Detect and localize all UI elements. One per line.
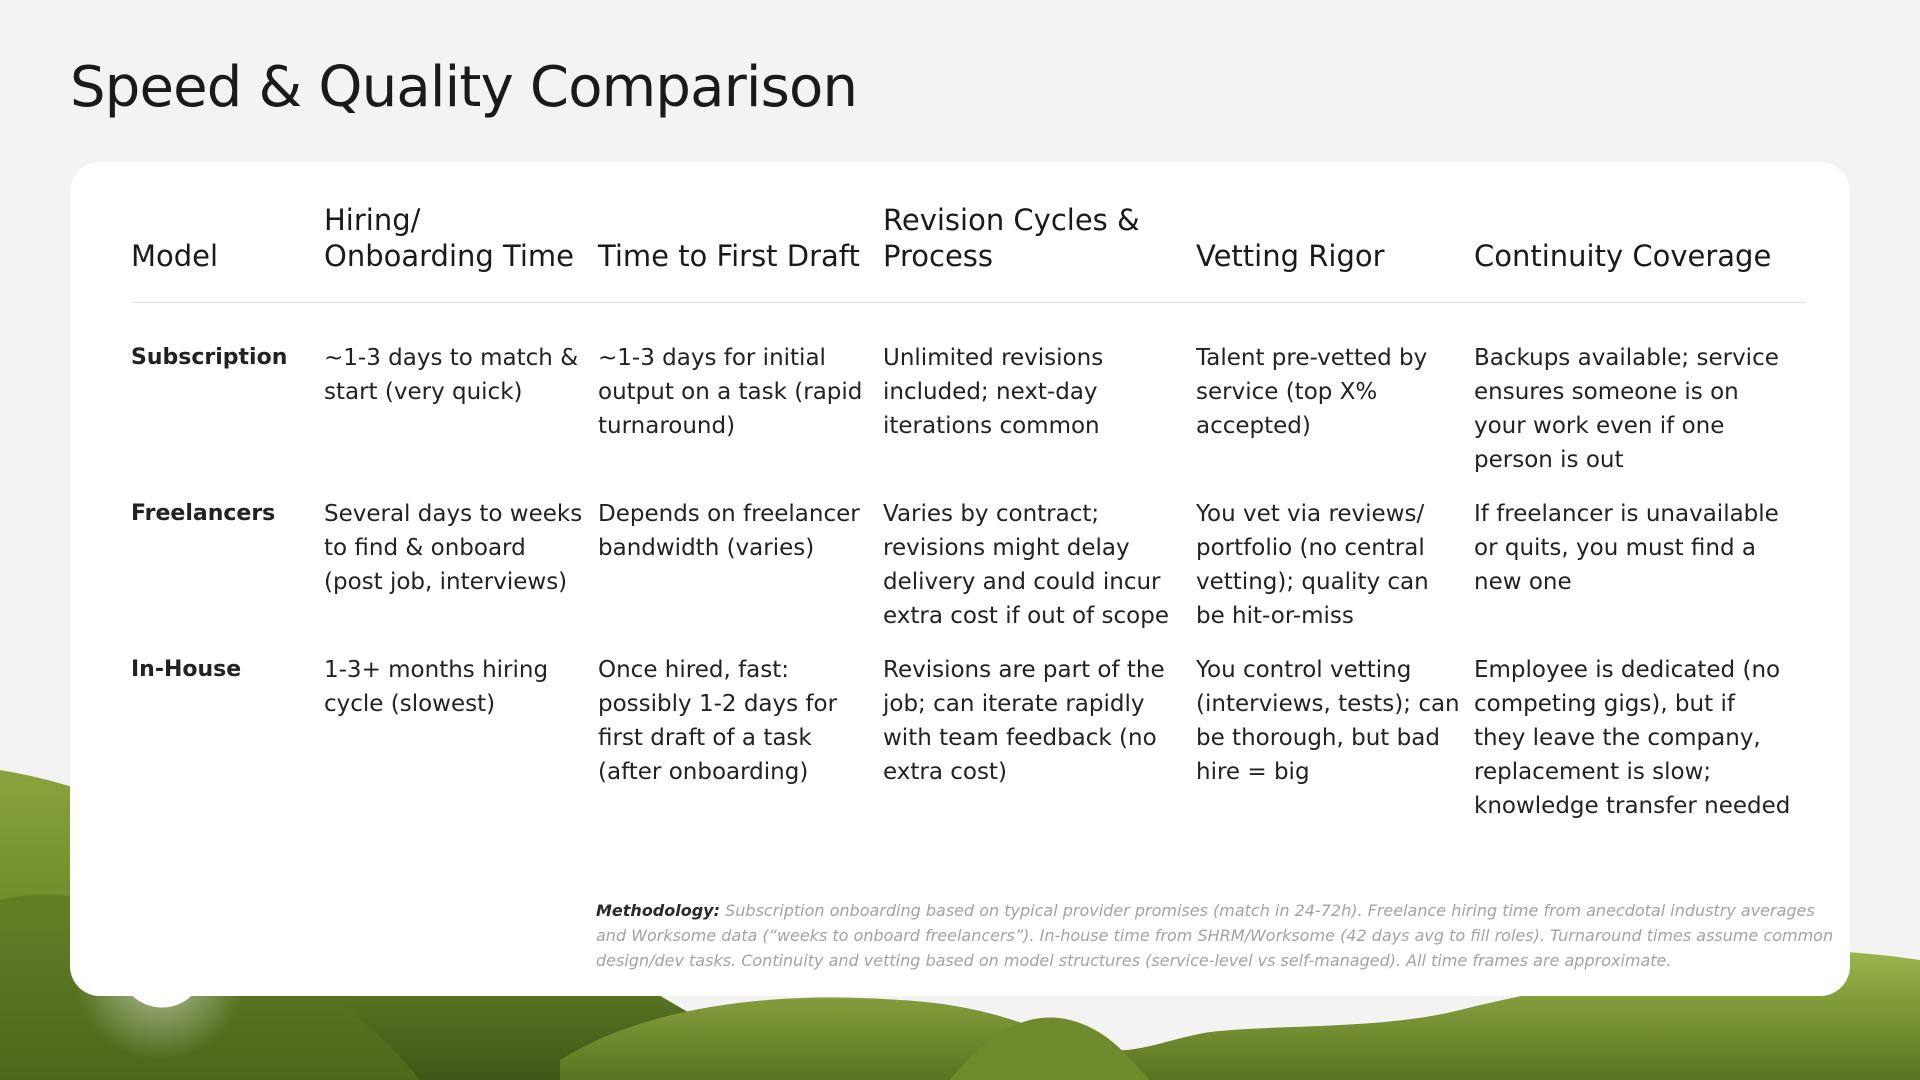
comparison-table [131, 202, 1806, 843]
table-cell: If freelancer is unavailable or quits, you must find a new one [1474, 501, 1779, 595]
table-row-subscription [131, 303, 1806, 498]
row-label: Subscription [131, 345, 288, 370]
table-cell: You control vetting (interviews, tests); can be thorough, but bad hire = big [1196, 657, 1460, 785]
smiley-asterisk-logo-icon [112, 922, 212, 1022]
methodology-text: Subscription onboarding based on typical provider promises (match in 24-72h). Freelance hiring time from anecdotal industry averages and Worksome data (“weeks to onboard freelancers”). In-house time from SHRM/Worksome (42 days avg to fill roles). Turnaround times assume common design/dev tasks. Continuity and vetting based on model structures (service-level vs self-managed). All time frames are approximate. [596, 901, 1834, 970]
table-cell: ~1-3 days for initial output on a task (rapid turnaround) [598, 345, 863, 439]
table-cell: You vet via reviews/ portfolio (no central vetting); quality can be hit-or-miss [1196, 501, 1429, 629]
table-cell: Once hired, fast: possibly 1-2 days for first draft of a task (after onboarding) [598, 657, 838, 785]
table-cell: Revisions are part of the job; can iterate rapidly with team feedback (no extra cost) [883, 657, 1165, 785]
row-label: Freelancers [131, 501, 276, 526]
table-cell: Employee is dedicated (no competing gigs), but if they leave the company, replacement is slow; knowledge transfer needed [1474, 657, 1791, 819]
table-cell: Backups available; service ensures someone is on your work even if one person is out [1474, 345, 1779, 473]
table-cell: Varies by contract; revisions might delay delivery and could incur extra cost if out of scope [883, 501, 1169, 629]
column-header-vetting: Vetting Rigor [1196, 202, 1474, 303]
row-label: In-House [131, 657, 242, 682]
table-cell: Talent pre-vetted by service (top X% accepted) [1196, 345, 1428, 439]
table-header-row [131, 202, 1806, 303]
column-header-model: Model [131, 202, 324, 303]
methodology-note [596, 898, 1836, 973]
comparison-card [70, 162, 1850, 996]
column-header-first-draft: Time to First Draft [598, 202, 883, 303]
table-cell: Several days to weeks to find & onboard (post job, interviews) [324, 501, 583, 595]
table-cell: 1-3+ months hiring cycle (slowest) [324, 657, 549, 717]
page-title: Speed & Quality Comparison [70, 55, 858, 120]
column-header-continuity: Continuity Coverage [1474, 202, 1806, 303]
methodology-label: Methodology: [596, 901, 721, 920]
table-cell: Depends on freelancer bandwidth (varies) [598, 501, 860, 561]
column-header-hiring: Hiring/ Onboarding Time [324, 202, 598, 303]
table-cell: ~1-3 days to match & start (very quick) [324, 345, 579, 405]
table-cell: Unlimited revisions included; next-day iterations common [883, 345, 1104, 439]
column-header-revisions: Revision Cycles & Process [883, 202, 1196, 303]
table-row-freelancers [131, 497, 1806, 653]
table-row-in-house [131, 653, 1806, 843]
